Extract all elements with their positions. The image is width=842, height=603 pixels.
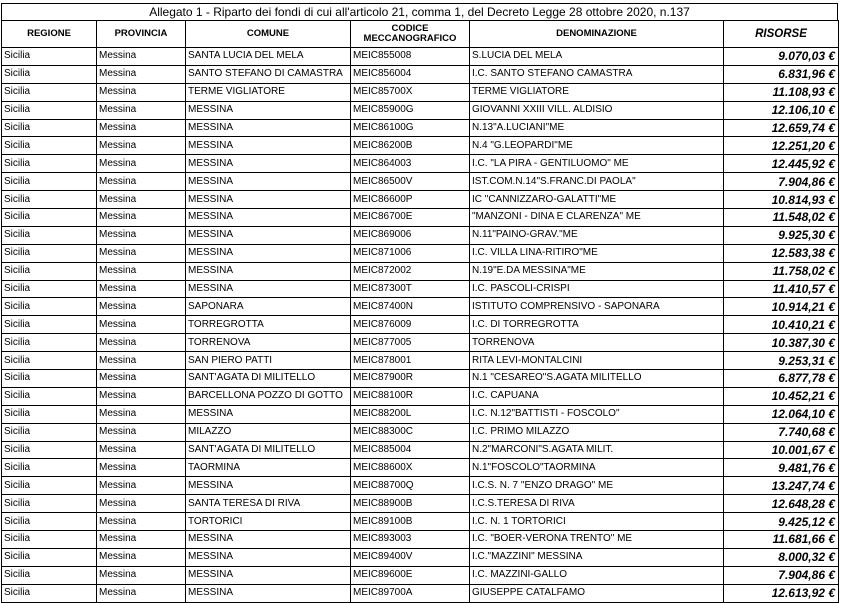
cell-denominazione[interactable]: "MANZONI - DINA E CLARENZA" ME [470,209,724,227]
cell-risorse[interactable]: 11.410,57 € [724,280,839,298]
cell-comune[interactable]: MESSINA [186,548,351,566]
cell-risorse[interactable]: 11.681,66 € [724,531,839,549]
table-row [2,495,839,513]
cell-regione[interactable]: Sicilia [2,513,97,531]
cell-provincia[interactable]: Messina [97,65,186,83]
cell-denominazione[interactable]: N.4 "G.LEOPARDI"ME [470,137,724,155]
cell-codice[interactable]: MEIC88700Q [351,477,470,495]
cell-risorse[interactable]: 10.914,21 € [724,298,839,316]
cell-risorse[interactable]: 7.740,68 € [724,423,839,441]
cell-denominazione[interactable]: TORRENOVA [470,334,724,352]
cell-comune[interactable]: MESSINA [186,262,351,280]
table-row [2,101,839,119]
cell-codice[interactable]: MEIC86500V [351,173,470,191]
cell-denominazione[interactable]: I.C. N. 1 TORTORICI [470,513,724,531]
cell-denominazione[interactable]: I.C. SANTO STEFANO CAMASTRA [470,65,724,83]
cell-provincia[interactable]: Messina [97,352,186,370]
cell-denominazione[interactable]: I.C."MAZZINI" MESSINA [470,548,724,566]
cell-codice[interactable]: MEIC88100R [351,387,470,405]
header-codice: CODICE MECCANOGRAFICO [351,21,470,48]
cell-risorse[interactable]: 10.387,30 € [724,334,839,352]
cell-comune[interactable]: MESSINA [186,405,351,423]
cell-regione[interactable]: Sicilia [2,459,97,477]
cell-risorse[interactable]: 11.108,93 € [724,83,839,101]
cell-provincia[interactable]: Messina [97,262,186,280]
table-row [2,459,839,477]
cell-regione[interactable]: Sicilia [2,244,97,262]
table-row [2,244,839,262]
table-row [2,566,839,584]
cell-codice[interactable]: MEIC87300T [351,280,470,298]
cell-codice[interactable]: MEIC872002 [351,262,470,280]
cell-risorse[interactable]: 12.613,92 € [724,584,839,602]
cell-provincia[interactable]: Messina [97,477,186,495]
cell-provincia[interactable]: Messina [97,441,186,459]
cell-codice[interactable]: MEIC885004 [351,441,470,459]
sheet-title: Allegato 1 - Riparto dei fondi di cui all'articolo 21, comma 1, del Decreto Legge 28 ottobre 2020, n.137 [1,3,838,20]
cell-comune[interactable]: MESSINA [186,531,351,549]
cell-comune[interactable]: SANTA LUCIA DEL MELA [186,48,351,66]
cell-provincia[interactable]: Messina [97,566,186,584]
cell-regione[interactable]: Sicilia [2,209,97,227]
cell-regione[interactable]: Sicilia [2,584,97,602]
cell-risorse[interactable]: 7.904,86 € [724,173,839,191]
cell-provincia[interactable]: Messina [97,173,186,191]
cell-comune[interactable]: SANT'AGATA DI MILITELLO [186,370,351,388]
cell-codice[interactable]: MEIC878001 [351,352,470,370]
cell-provincia[interactable]: Messina [97,48,186,66]
table-row [2,531,839,549]
cell-risorse[interactable]: 9.253,31 € [724,352,839,370]
cell-codice[interactable]: MEIC871006 [351,244,470,262]
cell-codice[interactable]: MEIC89400V [351,548,470,566]
cell-regione[interactable]: Sicilia [2,352,97,370]
cell-denominazione[interactable]: I.C. MAZZINI-GALLO [470,566,724,584]
cell-codice[interactable]: MEIC855008 [351,48,470,66]
table-row [2,155,839,173]
cell-codice[interactable]: MEIC877005 [351,334,470,352]
cell-denominazione[interactable]: I.C. DI TORREGROTTA [470,316,724,334]
table-row [2,423,839,441]
cell-regione[interactable]: Sicilia [2,531,97,549]
cell-regione[interactable]: Sicilia [2,423,97,441]
cell-regione[interactable]: Sicilia [2,441,97,459]
cell-regione[interactable]: Sicilia [2,405,97,423]
table-row [2,298,839,316]
cell-codice[interactable]: MEIC864003 [351,155,470,173]
cell-risorse[interactable]: 6.877,78 € [724,370,839,388]
cell-denominazione[interactable]: TERME VIGLIATORE [470,83,724,101]
table-row [2,548,839,566]
cell-codice[interactable]: MEIC893003 [351,531,470,549]
table-row [2,387,839,405]
cell-provincia[interactable]: Messina [97,334,186,352]
funds-table [1,20,839,603]
cell-comune[interactable]: MESSINA [186,119,351,137]
cell-comune[interactable]: MESSINA [186,191,351,209]
cell-denominazione[interactable]: I.C. N.12"BATTISTI - FOSCOLO" [470,405,724,423]
table-row [2,137,839,155]
table-row [2,191,839,209]
cell-regione[interactable]: Sicilia [2,495,97,513]
cell-risorse[interactable]: 12.064,10 € [724,405,839,423]
cell-denominazione[interactable]: I.C. "LA PIRA - GENTILUOMO" ME [470,155,724,173]
table-row [2,441,839,459]
cell-denominazione[interactable]: N.13"A.LUCIANI"ME [470,119,724,137]
cell-regione[interactable]: Sicilia [2,137,97,155]
cell-risorse[interactable]: 12.659,74 € [724,119,839,137]
cell-regione[interactable]: Sicilia [2,370,97,388]
table-row [2,513,839,531]
table-row [2,119,839,137]
table-row [2,65,839,83]
cell-denominazione[interactable]: I.C. CAPUANA [470,387,724,405]
cell-codice[interactable]: MEIC86700E [351,209,470,227]
cell-regione[interactable]: Sicilia [2,262,97,280]
cell-codice[interactable]: MEIC87400N [351,298,470,316]
cell-risorse[interactable]: 12.445,92 € [724,155,839,173]
cell-regione[interactable]: Sicilia [2,101,97,119]
cell-comune[interactable]: BARCELLONA POZZO DI GOTTO [186,387,351,405]
table-row [2,209,839,227]
cell-denominazione[interactable]: I.C.S.TERESA DI RIVA [470,495,724,513]
cell-risorse[interactable]: 7.904,86 € [724,566,839,584]
cell-comune[interactable]: TERME VIGLIATORE [186,83,351,101]
cell-regione[interactable]: Sicilia [2,191,97,209]
cell-risorse[interactable]: 12.251,20 € [724,137,839,155]
cell-comune[interactable]: SAPONARA [186,298,351,316]
cell-provincia[interactable]: Messina [97,387,186,405]
cell-denominazione[interactable]: I.C. VILLA LINA-RITIRO"ME [470,244,724,262]
cell-codice[interactable]: MEIC88200L [351,405,470,423]
cell-denominazione[interactable]: GIUSEPPE CATALFAMO [470,584,724,602]
table-row [2,334,839,352]
header-regione: REGIONE [2,21,97,48]
cell-denominazione[interactable]: I.C. PASCOLI-CRISPI [470,280,724,298]
table-row [2,83,839,101]
cell-comune[interactable]: MESSINA [186,477,351,495]
cell-codice[interactable]: MEIC87900R [351,370,470,388]
cell-comune[interactable]: TORREGROTTA [186,316,351,334]
cell-risorse[interactable]: 12.106,10 € [724,101,839,119]
cell-denominazione[interactable]: IST.COM.N.14"S.FRANC.DI PAOLA" [470,173,724,191]
cell-risorse[interactable]: 10.410,21 € [724,316,839,334]
table-row [2,280,839,298]
cell-risorse[interactable]: 9.425,12 € [724,513,839,531]
table-row [2,226,839,244]
cell-provincia[interactable]: Messina [97,83,186,101]
cell-regione[interactable]: Sicilia [2,65,97,83]
header-comune: COMUNE [186,21,351,48]
cell-denominazione[interactable]: N.19"E.DA MESSINA"ME [470,262,724,280]
cell-risorse[interactable]: 10.001,67 € [724,441,839,459]
cell-risorse[interactable]: 9.925,30 € [724,226,839,244]
cell-provincia[interactable]: Messina [97,316,186,334]
cell-codice[interactable]: MEIC86200B [351,137,470,155]
cell-risorse[interactable]: 11.758,02 € [724,262,839,280]
table-row [2,262,839,280]
cell-denominazione[interactable]: N.1 "CESAREO"S.AGATA MILITELLO [470,370,724,388]
cell-provincia[interactable]: Messina [97,370,186,388]
cell-provincia[interactable]: Messina [97,495,186,513]
cell-regione[interactable]: Sicilia [2,316,97,334]
cell-comune[interactable]: MESSINA [186,137,351,155]
table-row [2,48,839,66]
cell-codice[interactable]: MEIC89600E [351,566,470,584]
cell-comune[interactable]: MESSINA [186,244,351,262]
table-row [2,316,839,334]
cell-risorse[interactable]: 10.452,21 € [724,387,839,405]
cell-regione[interactable]: Sicilia [2,334,97,352]
cell-provincia[interactable]: Messina [97,584,186,602]
cell-comune[interactable]: MESSINA [186,101,351,119]
cell-comune[interactable]: SANTO STEFANO DI CAMASTRA [186,65,351,83]
header-provincia: PROVINCIA [97,21,186,48]
cell-comune[interactable]: MILAZZO [186,423,351,441]
table-row [2,477,839,495]
cell-codice[interactable]: MEIC85900G [351,101,470,119]
cell-provincia[interactable]: Messina [97,244,186,262]
cell-regione[interactable]: Sicilia [2,155,97,173]
cell-regione[interactable]: Sicilia [2,83,97,101]
spreadsheet [1,3,838,603]
cell-denominazione[interactable]: N.1"FOSCOLO"TAORMINA [470,459,724,477]
cell-provincia[interactable]: Messina [97,513,186,531]
cell-comune[interactable]: MESSINA [186,173,351,191]
header-denominazione: DENOMINAZIONE [470,21,724,48]
cell-denominazione[interactable]: RITA LEVI-MONTALCINI [470,352,724,370]
cell-codice[interactable]: MEIC88900B [351,495,470,513]
cell-provincia[interactable]: Messina [97,155,186,173]
cell-codice[interactable]: MEIC86100G [351,119,470,137]
cell-comune[interactable]: MESSINA [186,280,351,298]
cell-codice[interactable]: MEIC869006 [351,226,470,244]
cell-provincia[interactable]: Messina [97,119,186,137]
cell-denominazione[interactable]: IC "CANNIZZARO-GALATTI"ME [470,191,724,209]
cell-comune[interactable]: TORRENOVA [186,334,351,352]
cell-regione[interactable]: Sicilia [2,298,97,316]
cell-regione[interactable]: Sicilia [2,548,97,566]
cell-provincia[interactable]: Messina [97,137,186,155]
cell-regione[interactable]: Sicilia [2,566,97,584]
cell-risorse[interactable]: 8.000,32 € [724,548,839,566]
cell-regione[interactable]: Sicilia [2,477,97,495]
table-row [2,173,839,191]
cell-provincia[interactable]: Messina [97,298,186,316]
cell-denominazione[interactable]: I.C.S. N. 7 "ENZO DRAGO" ME [470,477,724,495]
cell-comune[interactable]: SAN PIERO PATTI [186,352,351,370]
cell-denominazione[interactable]: GIOVANNI XXIII VILL. ALDISIO [470,101,724,119]
cell-codice[interactable]: MEIC85700X [351,83,470,101]
cell-codice[interactable]: MEIC876009 [351,316,470,334]
cell-comune[interactable]: SANTA TERESA DI RIVA [186,495,351,513]
table-row [2,370,839,388]
cell-comune[interactable]: MESSINA [186,566,351,584]
cell-provincia[interactable]: Messina [97,405,186,423]
cell-denominazione[interactable]: N.2"MARCONI"S.AGATA MILIT. [470,441,724,459]
cell-provincia[interactable]: Messina [97,209,186,227]
cell-denominazione[interactable]: S.LUCIA DEL MELA [470,48,724,66]
cell-regione[interactable]: Sicilia [2,226,97,244]
cell-codice[interactable]: MEIC88600X [351,459,470,477]
cell-comune[interactable]: MESSINA [186,584,351,602]
cell-provincia[interactable]: Messina [97,459,186,477]
cell-comune[interactable]: MESSINA [186,155,351,173]
cell-comune[interactable]: TORTORICI [186,513,351,531]
cell-codice[interactable]: MEIC89100B [351,513,470,531]
cell-denominazione[interactable]: I.C. PRIMO MILAZZO [470,423,724,441]
cell-codice[interactable]: MEIC86600P [351,191,470,209]
cell-risorse[interactable]: 9.070,03 € [724,48,839,66]
cell-comune[interactable]: TAORMINA [186,459,351,477]
cell-denominazione[interactable]: ISTITUTO COMPRENSIVO - SAPONARA [470,298,724,316]
cell-provincia[interactable]: Messina [97,191,186,209]
cell-codice[interactable]: MEIC88300C [351,423,470,441]
cell-regione[interactable]: Sicilia [2,173,97,191]
header-risorse: RISORSE [724,21,839,48]
cell-risorse[interactable]: 9.481,76 € [724,459,839,477]
cell-provincia[interactable]: Messina [97,531,186,549]
cell-comune[interactable]: SANT'AGATA DI MILITELLO [186,441,351,459]
cell-risorse[interactable]: 13.247,74 € [724,477,839,495]
cell-provincia[interactable]: Messina [97,280,186,298]
cell-codice[interactable]: MEIC856004 [351,65,470,83]
cell-provincia[interactable]: Messina [97,101,186,119]
cell-denominazione[interactable]: N.11"PAINO-GRAV."ME [470,226,724,244]
cell-provincia[interactable]: Messina [97,226,186,244]
cell-codice[interactable]: MEIC89700A [351,584,470,602]
cell-regione[interactable]: Sicilia [2,387,97,405]
cell-risorse[interactable]: 12.648,28 € [724,495,839,513]
header-row [2,21,839,48]
cell-risorse[interactable]: 6.831,96 € [724,65,839,83]
cell-regione[interactable]: Sicilia [2,119,97,137]
table-row [2,584,839,602]
cell-comune[interactable]: MESSINA [186,209,351,227]
cell-risorse[interactable]: 12.583,38 € [724,244,839,262]
cell-provincia[interactable]: Messina [97,548,186,566]
cell-regione[interactable]: Sicilia [2,280,97,298]
cell-comune[interactable]: MESSINA [186,226,351,244]
table-row [2,405,839,423]
table-row [2,352,839,370]
cell-risorse[interactable]: 11.548,02 € [724,209,839,227]
cell-risorse[interactable]: 10.814,93 € [724,191,839,209]
cell-provincia[interactable]: Messina [97,423,186,441]
cell-regione[interactable]: Sicilia [2,48,97,66]
cell-denominazione[interactable]: I.C. "BOER-VERONA TRENTO" ME [470,531,724,549]
